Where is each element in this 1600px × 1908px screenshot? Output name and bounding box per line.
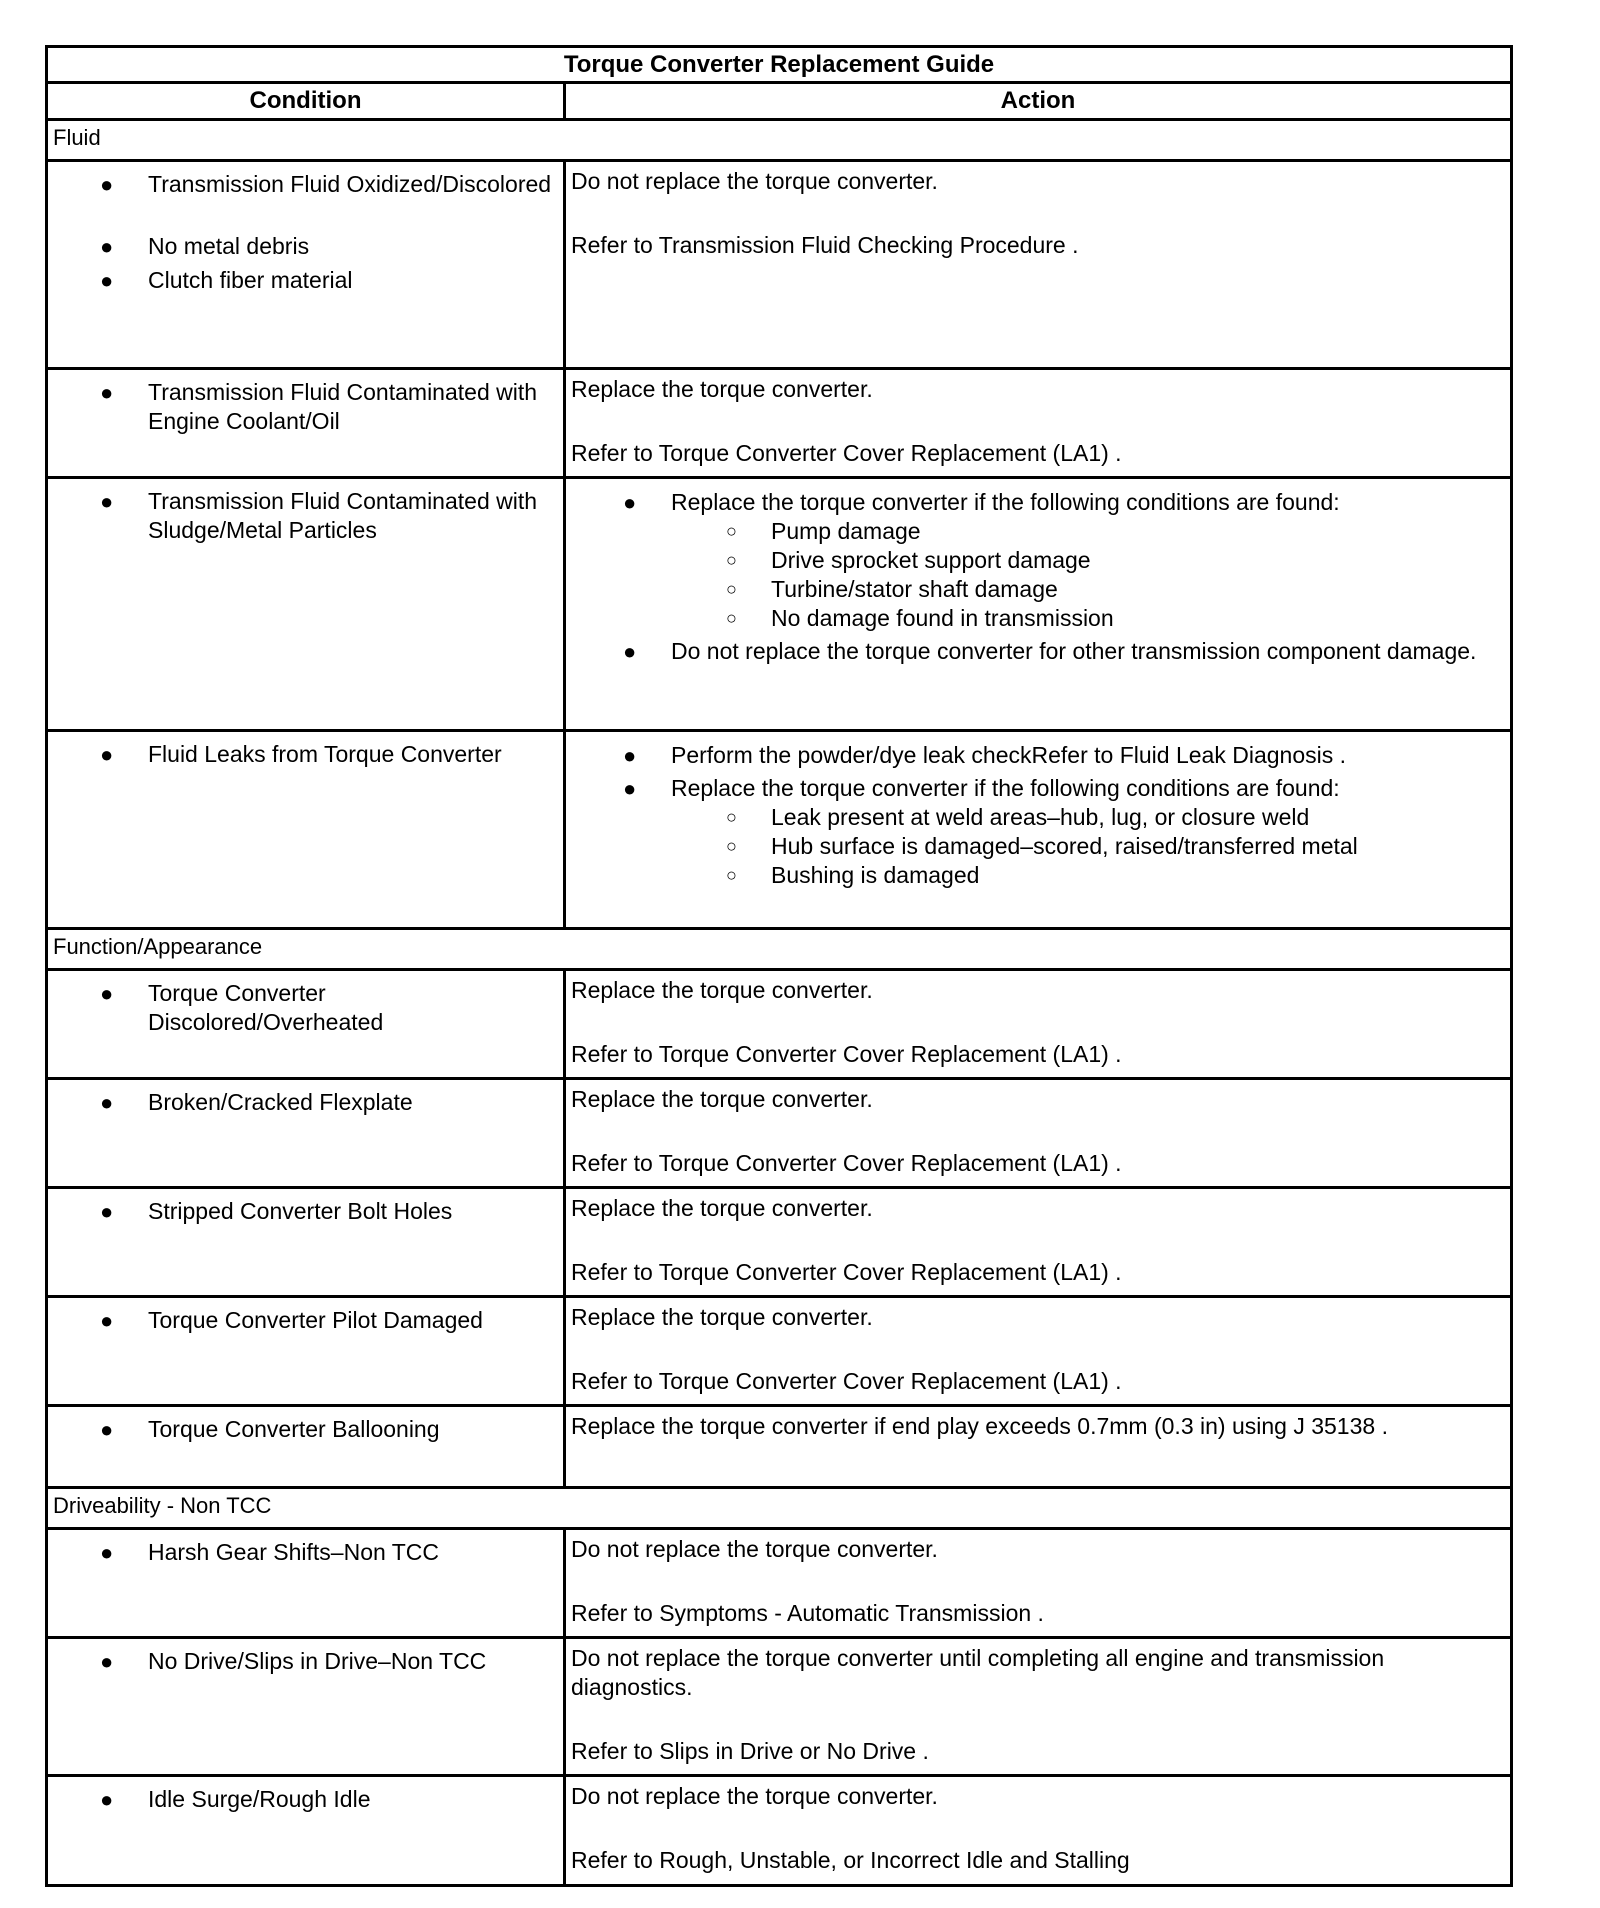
action-cell [565, 970, 1512, 1079]
bullet-icon: ● [100, 1649, 114, 1674]
condition-cell [47, 369, 565, 478]
condition-item [48, 1538, 555, 1567]
action-cell [565, 731, 1512, 929]
circle-bullet-icon: ○ [726, 807, 737, 827]
action-bullet [571, 637, 1500, 666]
condition-cell [47, 161, 565, 369]
bullet-icon: ● [100, 1787, 114, 1812]
table-row [47, 731, 1512, 929]
section-row [47, 120, 1512, 161]
bullet-icon: ● [100, 234, 114, 259]
spacer [571, 1702, 1500, 1737]
condition-cell [47, 1776, 565, 1886]
condition-cell [47, 1638, 565, 1776]
circle-bullet-icon: ○ [726, 521, 737, 541]
condition-cell [47, 1188, 565, 1297]
document [45, 45, 1513, 1887]
condition-item [48, 170, 555, 199]
bullet-icon: ● [100, 268, 114, 293]
action-cell [565, 1638, 1512, 1776]
bullet-icon: ● [100, 1199, 114, 1224]
action-bullet [571, 741, 1500, 770]
bullet-icon: ● [100, 742, 114, 767]
condition-cell [47, 1079, 565, 1188]
bullet-icon: ● [623, 490, 637, 515]
action-subitem [571, 546, 1500, 575]
action-subitem-text: Bushing is damaged [771, 862, 980, 888]
condition-text: Stripped Converter Bolt Holes [148, 1198, 453, 1224]
action-text: Do not replace the torque converter. [571, 168, 938, 194]
condition-item [48, 1197, 555, 1226]
action-subitem-text: Leak present at weld areas–hub, lug, or closure weld [771, 804, 1310, 830]
spacer [571, 1564, 1500, 1599]
bullet-icon: ● [100, 380, 114, 405]
action-text: Replace the torque converter. [571, 977, 873, 1003]
table-row [47, 478, 1512, 731]
bullet-icon: ● [623, 743, 637, 768]
condition-text: Harsh Gear Shifts–Non TCC [148, 1539, 440, 1565]
action-subitem-text: Drive sprocket support damage [771, 547, 1091, 573]
table-row [47, 970, 1512, 1079]
condition-item [48, 1415, 555, 1444]
circle-bullet-icon: ○ [726, 836, 737, 856]
spacer [571, 1005, 1500, 1040]
action-cell [565, 1188, 1512, 1297]
action-bullet-text: Perform the powder/dye leak checkRefer to Fluid Leak Diagnosis . [671, 742, 1346, 768]
condition-text: Torque Converter Pilot Damaged [148, 1307, 483, 1333]
section-row [47, 929, 1512, 970]
section-label: Driveability - Non TCC [47, 1488, 1512, 1529]
action-text: Refer to Torque Converter Cover Replacement (LA1) . [571, 1259, 1122, 1285]
action-cell [565, 161, 1512, 369]
table-row [47, 161, 1512, 369]
action-text: Replace the torque converter. [571, 376, 873, 402]
condition-text: Idle Surge/Rough Idle [148, 1786, 371, 1812]
action-cell [565, 1406, 1512, 1488]
action-text: Refer to Symptoms - Automatic Transmission . [571, 1600, 1044, 1626]
action-subitem-text: Turbine/stator shaft damage [771, 576, 1058, 602]
condition-cell [47, 731, 565, 929]
action-bullet-text: Do not replace the torque converter for other transmission component damage. [671, 638, 1477, 664]
action-bullet [571, 774, 1500, 803]
spacer [571, 404, 1500, 439]
column-header-condition: Condition [47, 83, 565, 120]
condition-text: Fluid Leaks from Torque Converter [148, 741, 502, 767]
action-text: Do not replace the torque converter until completing all engine and transmission diagnostics. [571, 1645, 1385, 1700]
table-row [47, 369, 1512, 478]
action-text: Do not replace the torque converter. [571, 1536, 938, 1562]
condition-text: Transmission Fluid Contaminated with Engine Coolant/Oil [148, 379, 538, 434]
condition-item [48, 487, 555, 545]
spacer [571, 1332, 1500, 1367]
bullet-icon: ● [100, 1090, 114, 1115]
table-row [47, 1079, 1512, 1188]
spacer [571, 196, 1500, 231]
condition-item [48, 1647, 555, 1676]
spacer [571, 1223, 1500, 1258]
table-row [47, 1776, 1512, 1886]
table-row [47, 1297, 1512, 1406]
condition-cell [47, 1406, 565, 1488]
action-text: Refer to Torque Converter Cover Replacement (LA1) . [571, 440, 1122, 466]
condition-item [48, 1088, 555, 1117]
spacer [571, 1114, 1500, 1149]
condition-text: No metal debris [148, 233, 310, 259]
circle-bullet-icon: ○ [726, 579, 737, 599]
condition-cell [47, 1529, 565, 1638]
action-bullet [571, 488, 1500, 517]
section-row [47, 1488, 1512, 1529]
table-row [47, 1406, 1512, 1488]
bullet-icon: ● [100, 1417, 114, 1442]
action-text: Replace the torque converter. [571, 1304, 873, 1330]
action-text: Refer to Slips in Drive or No Drive . [571, 1738, 929, 1764]
action-cell [565, 369, 1512, 478]
bullet-icon: ● [100, 1540, 114, 1565]
condition-item [48, 378, 555, 436]
condition-text: Transmission Fluid Contaminated with Sludge/Metal Particles [148, 488, 538, 543]
condition-item [48, 740, 555, 769]
condition-item [48, 979, 555, 1037]
condition-cell [47, 970, 565, 1079]
action-subitem [571, 604, 1500, 633]
condition-cell [47, 1297, 565, 1406]
action-cell [565, 478, 1512, 731]
bullet-icon: ● [623, 776, 637, 801]
table-row [47, 1529, 1512, 1638]
bullet-icon: ● [100, 981, 114, 1006]
condition-cell [47, 478, 565, 731]
table-row [47, 1188, 1512, 1297]
action-cell [565, 1529, 1512, 1638]
action-bullet-text: Replace the torque converter if the following conditions are found: [671, 489, 1340, 515]
bullet-icon: ● [100, 172, 114, 197]
action-subitem [571, 832, 1500, 861]
action-text: Replace the torque converter. [571, 1086, 873, 1112]
action-text: Refer to Rough, Unstable, or Incorrect Idle and Stalling [571, 1847, 1130, 1873]
bullet-icon: ● [623, 639, 637, 664]
table-row [47, 1638, 1512, 1776]
condition-text: Clutch fiber material [148, 267, 353, 293]
circle-bullet-icon: ○ [726, 865, 737, 885]
replacement-guide-table [45, 45, 1513, 1887]
condition-text: Transmission Fluid Oxidized/Discolored [148, 171, 552, 197]
action-cell [565, 1297, 1512, 1406]
column-header-action: Action [565, 83, 1512, 120]
title-row [47, 47, 1512, 83]
condition-text: Torque Converter Discolored/Overheated [148, 980, 384, 1035]
action-text: Do not replace the torque converter. [571, 1783, 938, 1809]
action-text: Refer to Torque Converter Cover Replacement (LA1) . [571, 1150, 1122, 1176]
condition-text: Broken/Cracked Flexplate [148, 1089, 413, 1115]
section-label: Function/Appearance [47, 929, 1512, 970]
bullet-icon: ● [100, 1308, 114, 1333]
action-text: Refer to Torque Converter Cover Replacement (LA1) . [571, 1041, 1122, 1067]
action-cell [565, 1079, 1512, 1188]
condition-text: No Drive/Slips in Drive–Non TCC [148, 1648, 487, 1674]
circle-bullet-icon: ○ [726, 608, 737, 628]
spacer [48, 204, 555, 232]
bullet-icon: ● [100, 489, 114, 514]
action-subitem-text: Pump damage [771, 518, 921, 544]
condition-text: Torque Converter Ballooning [148, 1416, 440, 1442]
action-subitem-text: No damage found in transmission [771, 605, 1114, 631]
condition-item [48, 1785, 555, 1814]
condition-item [48, 232, 555, 261]
action-subitem [571, 517, 1500, 546]
condition-item [48, 266, 555, 295]
circle-bullet-icon: ○ [726, 550, 737, 570]
action-subitem-text: Hub surface is damaged–scored, raised/transferred metal [771, 833, 1358, 859]
section-label: Fluid [47, 120, 1512, 161]
table-title: Torque Converter Replacement Guide [47, 47, 1512, 83]
condition-item [48, 1306, 555, 1335]
action-subitem [571, 575, 1500, 604]
action-subitem [571, 803, 1500, 832]
action-text: Replace the torque converter. [571, 1195, 873, 1221]
action-cell [565, 1776, 1512, 1886]
action-text: Replace the torque converter if end play exceeds 0.7mm (0.3 in) using J 35138 . [571, 1413, 1388, 1439]
action-bullet-text: Replace the torque converter if the following conditions are found: [671, 775, 1340, 801]
header-row [47, 83, 1512, 120]
spacer [571, 1811, 1500, 1846]
action-subitem [571, 861, 1500, 890]
action-text: Refer to Torque Converter Cover Replacement (LA1) . [571, 1368, 1122, 1394]
action-text: Refer to Transmission Fluid Checking Procedure . [571, 232, 1079, 258]
